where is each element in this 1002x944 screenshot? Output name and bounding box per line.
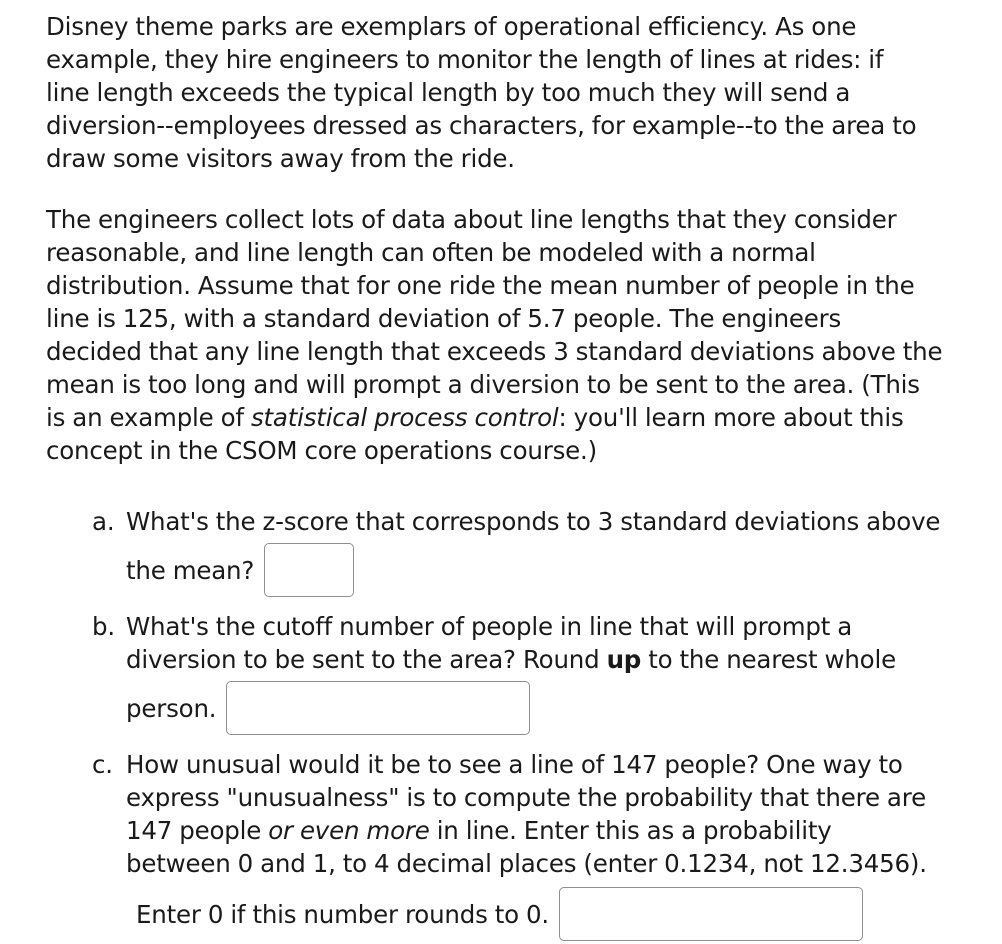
question-text: [126, 814, 1002, 847]
emphasis-or-even-more: or even more: [268, 816, 430, 845]
intro-line: line is 125, with a standard deviation of 5.7 people. The engineers: [46, 304, 842, 333]
intro-line: line length exceeds the typical length by too much they will send a: [46, 78, 851, 107]
question-text: Enter 0 if this number rounds to 0.: [136, 899, 549, 929]
intro-line: mean is too long and will prompt a diversion to be sent to the area. (This: [46, 370, 920, 399]
intro-line: example, they hire engineers to monitor the length of lines at rides: if: [46, 45, 884, 74]
intro-paragraph-2: [46, 203, 1002, 467]
intro-line: reasonable, and line length can often be modeled with a normal: [46, 238, 816, 267]
answer-input-b[interactable]: [226, 681, 530, 735]
question-label: b.: [92, 612, 115, 641]
answer-row: [126, 884, 1002, 944]
question-b: [92, 610, 1002, 738]
question-fragment: diversion to be sent to the area? Round: [126, 645, 607, 674]
emphasis-up: up: [606, 645, 642, 674]
intro-line: The engineers collect lots of data about line lengths that they consider: [46, 205, 897, 234]
question-label: c.: [92, 750, 113, 779]
question-c: [92, 748, 1002, 944]
question-fragment: 147 people: [126, 816, 269, 845]
question-text: [126, 643, 1002, 676]
intro-line: distribution. Assume that for one ride the mean number of people in the: [46, 271, 915, 300]
question-text: How unusual would it be to see a line of 147 people? One way to: [126, 750, 903, 779]
intro-text: : you'll learn more about this: [558, 403, 904, 432]
question-text: What's the cutoff number of people in line that will prompt a: [126, 612, 853, 641]
question-fragment: in line. Enter this as a probability: [429, 816, 832, 845]
question-label: a.: [92, 507, 115, 536]
intro-text: is an example of: [46, 403, 251, 432]
question-fragment: to the nearest whole: [641, 645, 896, 674]
answer-row: [126, 540, 1002, 600]
question-list: [92, 505, 1002, 944]
intro-paragraph-1: [46, 10, 1002, 175]
intro-line: draw some visitors away from the ride.: [46, 144, 515, 173]
intro-line: decided that any line length that exceeds 3 standard deviations above the: [46, 337, 943, 366]
question-text: What's the z-score that corresponds to 3 standard deviations above: [126, 507, 941, 536]
question-text: person.: [126, 693, 217, 723]
answer-input-c[interactable]: [559, 887, 863, 941]
intro-line: [46, 401, 1002, 434]
answer-row: [126, 678, 1002, 738]
question-text: the mean?: [126, 555, 255, 585]
question-text: express "unusualness" is to compute the probability that there are: [126, 783, 926, 812]
problem-content: [46, 10, 1002, 944]
answer-input-a[interactable]: [264, 543, 354, 597]
intro-line: diversion--employees dressed as characters, for example--to the area to: [46, 111, 917, 140]
intro-line: Disney theme parks are exemplars of operational efficiency. As one: [46, 12, 857, 41]
emphasis-spc: statistical process control: [250, 403, 559, 432]
question-a: [92, 505, 1002, 600]
intro-line: concept in the CSOM core operations course.): [46, 436, 597, 465]
question-text: between 0 and 1, to 4 decimal places (enter 0.1234, not 12.3456).: [126, 849, 927, 878]
